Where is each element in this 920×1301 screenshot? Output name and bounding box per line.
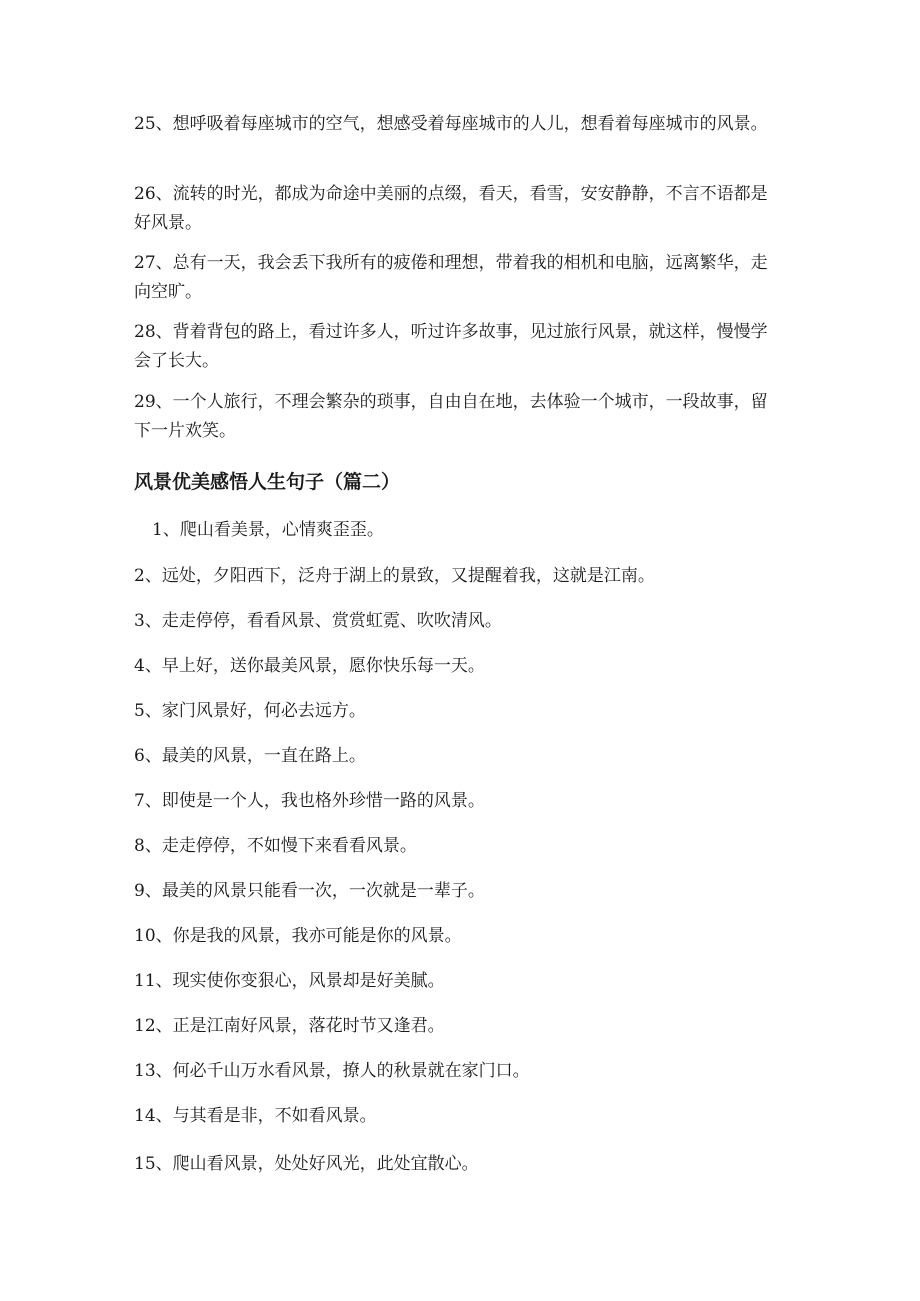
paragraph-29: 29、一个人旅行，不理会繁杂的琐事，自由自在地，去体验一个城市，一段故事，留下一片欢笑。 bbox=[134, 392, 768, 441]
paragraph-27: 27、总有一天，我会丢下我所有的疲倦和理想，带着我的相机和电脑，远离繁华，走向空旷。 bbox=[134, 253, 768, 302]
list-item-1: 1、爬山看美景，心情爽歪歪。 bbox=[152, 520, 384, 540]
list-item-3: 3、走走停停，看看风景、赏赏虹霓、吹吹清风。 bbox=[134, 611, 502, 631]
list-item-13: 13、何必千山万水看风景，撩人的秋景就在家门口。 bbox=[134, 1061, 530, 1081]
list-item-8: 8、走走停停，不如慢下来看看风景。 bbox=[134, 836, 417, 856]
list-item-14: 14、与其看是非，不如看风景。 bbox=[134, 1106, 377, 1126]
section-heading: 风景优美感悟人生句子（篇二） bbox=[134, 471, 401, 493]
list-item-9: 9、最美的风景只能看一次，一次就是一辈子。 bbox=[134, 881, 485, 901]
list-item-4: 4、早上好，送你最美风景，愿你快乐每一天。 bbox=[134, 656, 485, 676]
list-item-5: 5、家门风景好，何必去远方。 bbox=[134, 701, 366, 721]
list-item-7: 7、即使是一个人，我也格外珍惜一路的风景。 bbox=[134, 791, 485, 811]
list-item-6: 6、最美的风景，一直在路上。 bbox=[134, 746, 366, 766]
list-item-12: 12、正是江南好风景，落花时节又逢君。 bbox=[134, 1016, 445, 1036]
paragraph-28: 28、背着背包的路上，看过许多人，听过许多故事，见过旅行风景，就这样，慢慢学会了长大。 bbox=[134, 322, 768, 371]
list-item-2: 2、远处，夕阳西下，泛舟于湖上的景致，又提醒着我，这就是江南。 bbox=[134, 566, 655, 586]
paragraph-25: 25、想呼吸着每座城市的空气，想感受着每座城市的人儿，想看着每座城市的风景。 bbox=[134, 114, 768, 134]
paragraph-26: 26、流转的时光，都成为命途中美丽的点缀，看天，看雪，安安静静，不言不语都是好风景。 bbox=[134, 184, 768, 233]
list-item-15: 15、爬山看风景，处处好风光，此处宜散心。 bbox=[134, 1154, 479, 1174]
list-item-10: 10、你是我的风景，我亦可能是你的风景。 bbox=[134, 926, 462, 946]
list-item-11: 11、现实使你变狠心，风景却是好美腻。 bbox=[134, 971, 445, 991]
